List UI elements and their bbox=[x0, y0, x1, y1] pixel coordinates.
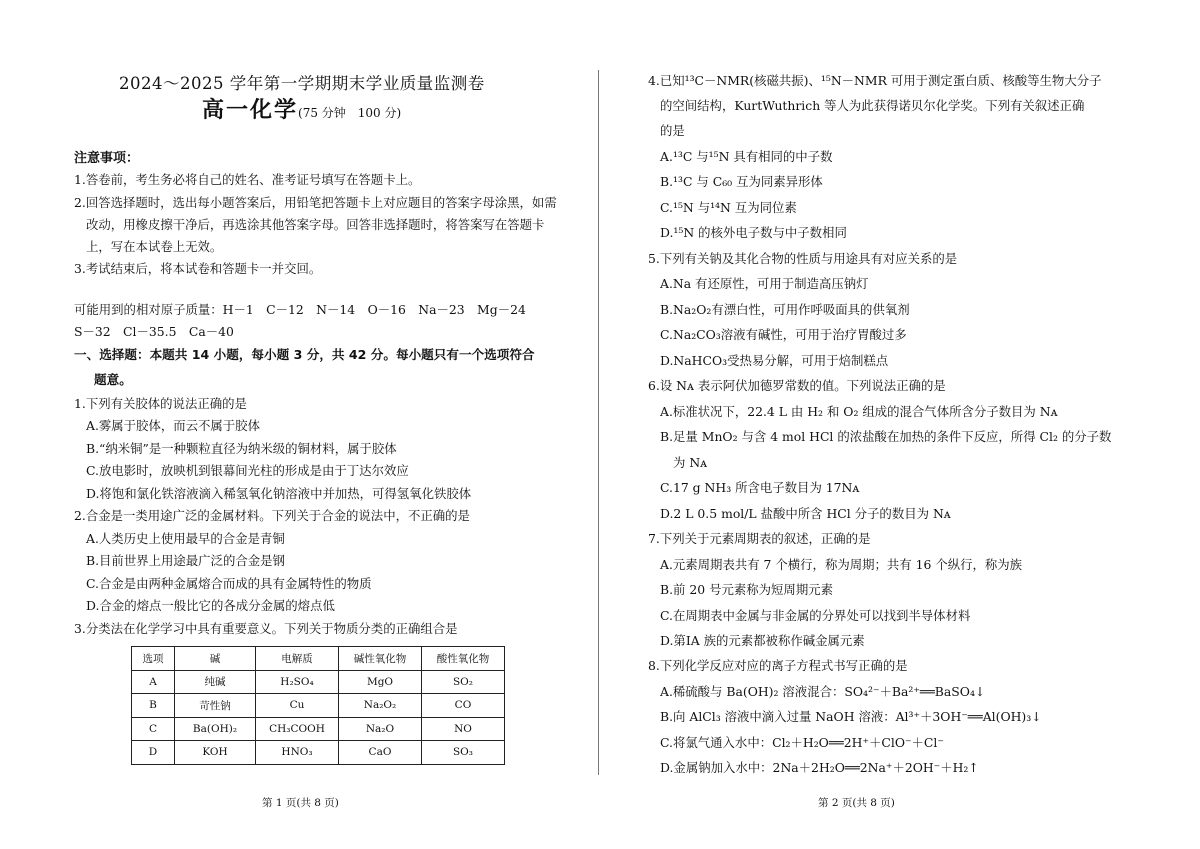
answer-option: A.雾属于胶体，而云不属于胶体 bbox=[86, 418, 260, 433]
answer-option: B.向 AlCl₃ 溶液中滴入过量 NaOH 溶液：Al³⁺＋3OH⁻══Al(OH)₃↓ bbox=[660, 709, 1042, 724]
answer-option: D.金属钠加入水中：2Na＋2H₂O══2Na⁺＋2OH⁻＋H₂↑ bbox=[660, 760, 979, 775]
answer-option: C.Na₂CO₃溶液有碱性，可用于治疗胃酸过多 bbox=[660, 327, 907, 342]
answer-option: C.将氯气通入水中：Cl₂＋H₂O══2H⁺＋ClO⁻＋Cl⁻ bbox=[660, 735, 944, 750]
classification-table bbox=[131, 646, 505, 765]
answer-option: D.2 L 0.5 mol/L 盐酸中所含 HCl 分子的数目为 Nᴀ bbox=[660, 506, 951, 521]
answer-option: B.¹³C 与 C₆₀ 互为同素异形体 bbox=[660, 174, 823, 189]
table-header-cell: 酸性氧化物 bbox=[422, 647, 505, 671]
answer-option: A.人类历史上使用最早的合金是青铜 bbox=[86, 531, 285, 546]
question-stem: 5.下列有关钠及其化合物的性质与用途具有对应关系的是 bbox=[648, 251, 958, 266]
question-stem: 的是 bbox=[660, 123, 685, 138]
table-cell: SO₃ bbox=[422, 741, 505, 765]
subject-title: 高一化学 bbox=[202, 98, 299, 123]
column-divider bbox=[598, 70, 599, 775]
answer-option: B.“纳米铜”是一种颗粒直径为纳米级的铜材料，属于胶体 bbox=[86, 441, 397, 456]
atomic-masses: S－32 Cl－35.5 Ca－40 bbox=[74, 324, 234, 339]
atomic-masses: 可能用到的相对原子质量：H－1 C－12 N－14 O－16 Na－23 Mg－24 bbox=[74, 302, 526, 317]
table-cell: D bbox=[132, 741, 175, 765]
table-row bbox=[132, 741, 505, 765]
answer-option: D.NaHCO₃受热易分解，可用于焙制糕点 bbox=[660, 353, 889, 368]
question-stem: 6.设 Nᴀ 表示阿伏加德罗常数的值。下列说法正确的是 bbox=[648, 378, 946, 393]
table-cell: 纯碱 bbox=[175, 670, 256, 694]
question-stem: 7.下列关于元素周期表的叙述，正确的是 bbox=[648, 531, 871, 546]
table-cell: H₂SO₄ bbox=[256, 670, 339, 694]
table-header-cell: 电解质 bbox=[256, 647, 339, 671]
subject-line bbox=[202, 98, 402, 123]
answer-option: B.目前世界上用途最广泛的合金是钢 bbox=[86, 553, 285, 568]
table-cell: 苛性钠 bbox=[175, 694, 256, 718]
answer-option: C.合金是由两种金属熔合而成的具有金属特性的物质 bbox=[86, 576, 372, 591]
table-cell: HNO₃ bbox=[256, 741, 339, 765]
table-cell: B bbox=[132, 694, 175, 718]
answer-option: B.前 20 号元素称为短周期元素 bbox=[660, 582, 833, 597]
notice-item: 改动，用橡皮擦干净后，再选涂其他答案字母。回答非选择题时，将答案写在答题卡 bbox=[86, 217, 545, 232]
table-cell: Na₂O bbox=[339, 717, 422, 741]
question-stem: 3.分类法在化学学习中具有重要意义。下列关于物质分类的正确组合是 bbox=[74, 621, 458, 636]
table-cell: CH₃COOH bbox=[256, 717, 339, 741]
answer-option: A.Na 有还原性，可用于制造高压钠灯 bbox=[660, 276, 869, 291]
table-cell: Na₂O₂ bbox=[339, 694, 422, 718]
table-row bbox=[132, 717, 505, 741]
answer-option: D.将饱和氯化铁溶液滴入稀氢氧化钠溶液中并加热，可得氢氧化铁胶体 bbox=[86, 486, 472, 501]
answer-option: B.足量 MnO₂ 与含 4 mol HCl 的浓盐酸在加热的条件下反应，所得 Cl₂ 的分子数 bbox=[660, 429, 1112, 444]
question-stem: 1.下列有关胶体的说法正确的是 bbox=[74, 396, 247, 411]
answer-option: C.¹⁵N 与¹⁴N 互为同位素 bbox=[660, 200, 797, 215]
table-cell: CaO bbox=[339, 741, 422, 765]
answer-option: C.放电影时，放映机到银幕间光柱的形成是由于丁达尔效应 bbox=[86, 463, 409, 478]
answer-option: C.在周期表中金属与非金属的分界处可以找到半导体材料 bbox=[660, 608, 971, 623]
table-cell: A bbox=[132, 670, 175, 694]
answer-option: 为 Nᴀ bbox=[673, 455, 708, 470]
answer-option: B.Na₂O₂有漂白性，可用作呼吸面具的供氧剂 bbox=[660, 302, 910, 317]
answer-option: A.元素周期表共有 7 个横行，称为周期；共有 16 个纵行，称为族 bbox=[660, 557, 1023, 572]
table-cell: Cu bbox=[256, 694, 339, 718]
page-footer: 第 1 页(共 8 页) bbox=[262, 797, 339, 809]
answer-option: A.¹³C 与¹⁵N 具有相同的中子数 bbox=[660, 149, 833, 164]
section-heading: 题意。 bbox=[94, 372, 132, 387]
answer-option: A.标准状况下，22.4 L 由 H₂ 和 O₂ 组成的混合气体所含分子数目为 Nᴀ bbox=[660, 404, 1058, 419]
section-heading: 一、选择题：本题共 14 小题，每小题 3 分，共 42 分。每小题只有一个选项符合 bbox=[74, 347, 535, 362]
question-stem: 2.合金是一类用途广泛的金属材料。下列关于合金的说法中，不正确的是 bbox=[74, 508, 470, 523]
question-stem: 4.已知¹³C－NMR(核磁共振)、¹⁵N－NMR 可用于测定蛋白质、核酸等生物大分子 bbox=[648, 73, 1102, 88]
notice-item: 2.回答选择题时，选出每小题答案后，用铅笔把答题卡上对应题目的答案字母涂黑，如需 bbox=[74, 195, 557, 210]
answer-option: D.合金的熔点一般比它的各成分金属的熔点低 bbox=[86, 598, 335, 613]
table-cell: CO bbox=[422, 694, 505, 718]
table-row bbox=[132, 670, 505, 694]
answer-option: A.稀硫酸与 Ba(OH)₂ 溶液混合：SO₄²⁻＋Ba²⁺══BaSO₄↓ bbox=[660, 684, 986, 699]
answer-option: D.¹⁵N 的核外电子数与中子数相同 bbox=[660, 225, 847, 240]
question-stem: 的空间结构，KurtWuthrich 等人为此获得诺贝尔化学奖。下列有关叙述正确 bbox=[660, 98, 1085, 113]
table-header-cell: 碱 bbox=[175, 647, 256, 671]
answer-option: C.17 g NH₃ 所含电子数目为 17Nᴀ bbox=[660, 480, 860, 495]
table-cell: MgO bbox=[339, 670, 422, 694]
table-cell: SO₂ bbox=[422, 670, 505, 694]
table-cell: Ba(OH)₂ bbox=[175, 717, 256, 741]
notice-item: 3.考试结束后，将本试卷和答题卡一并交回。 bbox=[74, 261, 322, 276]
table-header-cell: 碱性氧化物 bbox=[339, 647, 422, 671]
table-header-row bbox=[132, 647, 505, 671]
subject-note: (75 分钟 100 分) bbox=[298, 106, 402, 120]
notice-heading: 注意事项： bbox=[74, 151, 140, 166]
table-cell: NO bbox=[422, 717, 505, 741]
table-row bbox=[132, 694, 505, 718]
answer-option: D.第ⅠA 族的元素都被称作碱金属元素 bbox=[660, 633, 865, 648]
exam-title: 2024～2025 学年第一学期期末学业质量监测卷 bbox=[119, 74, 485, 93]
table-header-cell: 选项 bbox=[132, 647, 175, 671]
table-cell: KOH bbox=[175, 741, 256, 765]
table-cell: C bbox=[132, 717, 175, 741]
notice-item: 1.答卷前，考生务必将自己的姓名、准考证号填写在答题卡上。 bbox=[74, 172, 421, 187]
question-stem: 8.下列化学反应对应的离子方程式书写正确的是 bbox=[648, 658, 908, 673]
notice-item: 上，写在本试卷上无效。 bbox=[86, 239, 223, 254]
page-footer: 第 2 页(共 8 页) bbox=[818, 797, 895, 809]
